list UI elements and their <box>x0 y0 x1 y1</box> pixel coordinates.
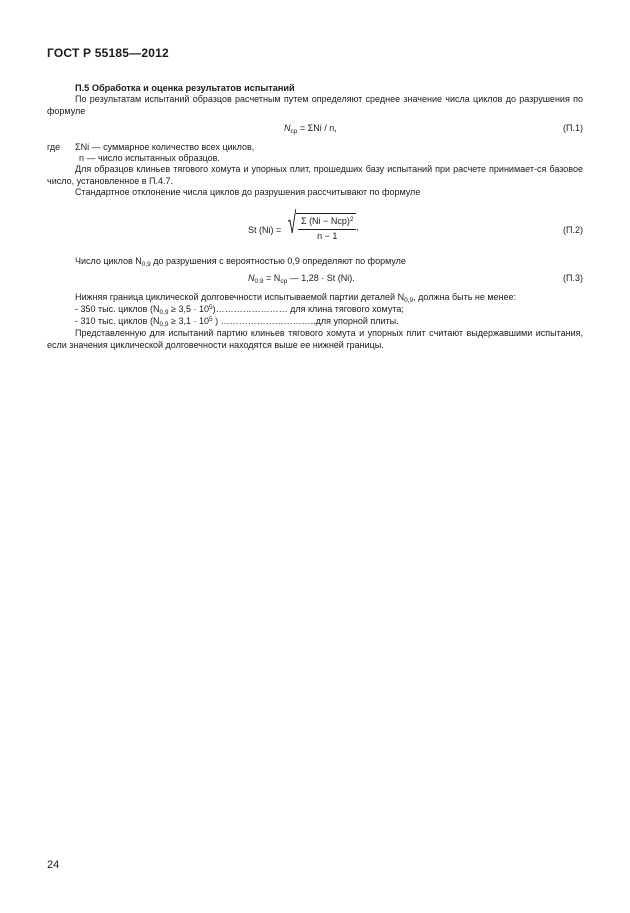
formula-p1-number: (П.1) <box>563 123 583 133</box>
page-number: 24 <box>47 859 60 871</box>
formula-p2-root: √ $\frac{\Sigma (Ni - Ncp)^2}{n - 1}$ , <box>288 207 359 241</box>
formula-p2-number: (П.2) <box>563 225 583 235</box>
paragraph-intro: По результатам испытаний образцов расчетным путем определяют среднее значение числа циклов до разрушения по формуле <box>47 94 583 116</box>
where-item-sum: ΣNi — суммарное количество всех циклов, <box>75 142 255 152</box>
document-header: ГОСТ Р 55185—2012 <box>47 46 169 60</box>
section-title: П.5 Обработка и оценка результатов испытаний <box>75 83 295 93</box>
where-item-count: n — число испытанных образцов. <box>79 153 220 163</box>
formula-p2-lhs: St (Ni) = <box>248 225 282 235</box>
formula-p1-expression: $N_{ср} = \Sigma Ni / n$, <box>284 123 337 135</box>
sqrt-sign: √ <box>288 207 297 240</box>
paragraph-n09-intro: Число циклов $N_{0,9}$ до разрушения с вероятностью 0,9 определяют по формуле <box>75 256 406 268</box>
formula-p3-number: (П.3) <box>563 273 583 283</box>
paragraph-conclusion: Представленную для испытаний партию клиньев тягового хомута и упорных плит считают выдержавшими испытания, если значения циклической долговечности находятся выше ее нижней границы. <box>47 328 583 350</box>
list-item-thrust-plate: - 310 тыс. циклов ($N_{0,9} \ge 3,1 \cdot 10^5$ ) …………………………..для упорной плиты. <box>75 316 399 328</box>
where-label: где <box>47 142 61 152</box>
list-item-clamp-wedge: - 350 тыс. циклов ($N_{0,9} \ge 3,5$ · $10^5)\dots\dots\dots\dots\dots\dots\dots\dots$ для клина тягового хомута; <box>75 304 404 316</box>
paragraph-std-deviation: Стандартное отклонение числа циклов до разрушения рассчитывают по формуле <box>75 187 421 197</box>
formula-p2-numerator: Σ (Ni − Ncp) <box>301 216 350 226</box>
formula-p2-denominator: n − 1 <box>317 230 338 241</box>
paragraph-lower-bound: Нижняя граница циклической долговечности испытываемой партии деталей $N_{0,9}$, должна быть не менее: <box>75 292 517 304</box>
paragraph-base-number: Для образцов клиньев тягового хомута и упорных плит, прошедших базу испытаний при расчете принимает-ся базовое число, установленное в П.4.7. <box>47 164 583 186</box>
formula-p3-expression: $N_{0.9} = N_{ср}$ — 1,28 · St (Ni). <box>248 273 355 285</box>
